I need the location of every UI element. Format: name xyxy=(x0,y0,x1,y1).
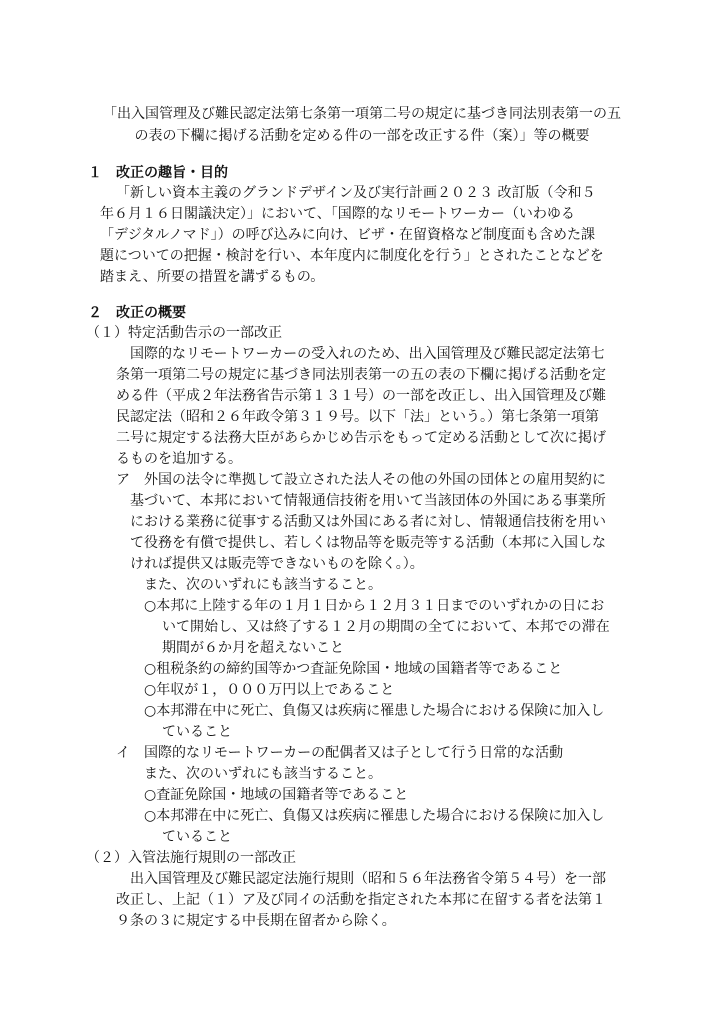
item-a-condition: ○年収が１，０００万円以上であること xyxy=(144,682,395,698)
item-i-condition: ていること xyxy=(162,829,232,845)
item-a-condition: ていること xyxy=(162,724,232,740)
section1-line: 年６月１６日閣議決定）」において、「国際的なリモートワーカー（いわゆる xyxy=(100,206,575,222)
item-i-condition-intro: また、次のいずれにも該当すること。 xyxy=(144,766,382,782)
item-a-line: ければ提供又は販売等できないものを除く。）。 xyxy=(130,556,424,572)
subsection1-heading: （１）特定活動告示の一部改正 xyxy=(86,325,282,341)
section1-heading: １ 改正の趣旨・目的 xyxy=(88,165,228,181)
subsection1-line: 条第一項第二号の規定に基づき同法別表第一の五の表の下欄に掲げる活動を定 xyxy=(116,367,606,383)
item-a-condition: ○租税条約の締約国等かつ査証免除国・地域の国籍者等であること xyxy=(144,661,563,677)
document-title xyxy=(60,103,664,147)
item-a-condition: ○本邦滞在中に死亡、負傷又は疾病に罹患した場合における保険に加入し xyxy=(144,703,605,719)
item-a-line: 基づいて、本邦において情報通信技術を用いて当該団体の外国にある事業所 xyxy=(130,493,606,509)
item-a-condition: いて開始し、又は終了する１２月の期間の全てにおいて、本邦での滞在 xyxy=(162,619,610,635)
subsection2-line: 改正し、上記（１）ア及び同イの活動を指定された本邦に在留する者を法第１ xyxy=(116,892,606,908)
item-a-condition-intro: また、次のいずれにも該当すること。 xyxy=(144,577,382,593)
subsection2-line: ９条の３に規定する中長期在留者から除く。 xyxy=(116,913,396,929)
subsection1-line: める件（平成２年法務省告示第１３１号）の一部を改正し、出入国管理及び難 xyxy=(116,388,606,404)
item-a-condition: ○本邦に上陸する年の１月１日から１２月３１日までのいずれかの日にお xyxy=(144,598,605,614)
section1-line: 題についての把握・検討を行い、本年度内に制度化を行う」とされたことなどを xyxy=(100,248,604,264)
title-line: の表の下欄に掲げる活動を定める件の一部を改正する件（案）」等の概要 xyxy=(134,128,590,144)
item-i-line: イ 国際的なリモートワーカーの配偶者又は子として行う日常的な活動 xyxy=(116,745,564,761)
item-i-condition: ○本邦滞在中に死亡、負傷又は疾病に罹患した場合における保険に加入し xyxy=(144,808,605,824)
item-a-line: ア 外国の法令に準拠して設立された法人その他の外国の団体との雇用契約に xyxy=(116,472,606,488)
item-i-condition: ○査証免除国・地域の国籍者等であること xyxy=(144,787,409,803)
subsection1-line: 国際的なリモートワーカーの受入れのため、出入国管理及び難民認定法第七 xyxy=(130,346,605,362)
section2-heading: ２ 改正の概要 xyxy=(88,305,186,321)
section1-line: 「新しい資本主義のグランドデザイン及び実行計画２０２３ 改訂版（令和５ xyxy=(116,185,596,201)
subsection1-line: 民認定法（昭和２６年政令第３１９号。以下「法」という。）第七条第一項第 xyxy=(116,409,599,425)
item-a-line: て役務を有償で提供し、若しくは物品等を販売等する活動（本邦に入国しな xyxy=(130,535,606,551)
subsection2-heading: （２）入管法施行規則の一部改正 xyxy=(86,850,296,866)
title-line: 「出入国管理及び難民認定法第七条第一項第二号の規定に基づき同法別表第一の五 xyxy=(103,106,621,122)
subsection1-line: るものを追加する。 xyxy=(116,451,242,467)
item-a-condition: 期間が６か月を超えないこと xyxy=(162,640,344,656)
section1-line: 踏まえ、所要の措置を講ずるもの。 xyxy=(100,269,325,285)
section1-line: 「デジタルノマド」）の呼び込みに向け、ビザ・在留資格など制度面も含めた課 xyxy=(100,227,596,243)
item-a-line: における業務に従事する活動又は外国にある者に対し、情報通信技術を用い xyxy=(130,514,606,530)
subsection2-line: 出入国管理及び難民認定法施行規則（昭和５６年法務省令第５４号）を一部 xyxy=(130,871,606,887)
subsection1-line: 二号に規定する法務大臣があらかじめ告示をもって定める活動として次に掲げ xyxy=(116,430,606,446)
